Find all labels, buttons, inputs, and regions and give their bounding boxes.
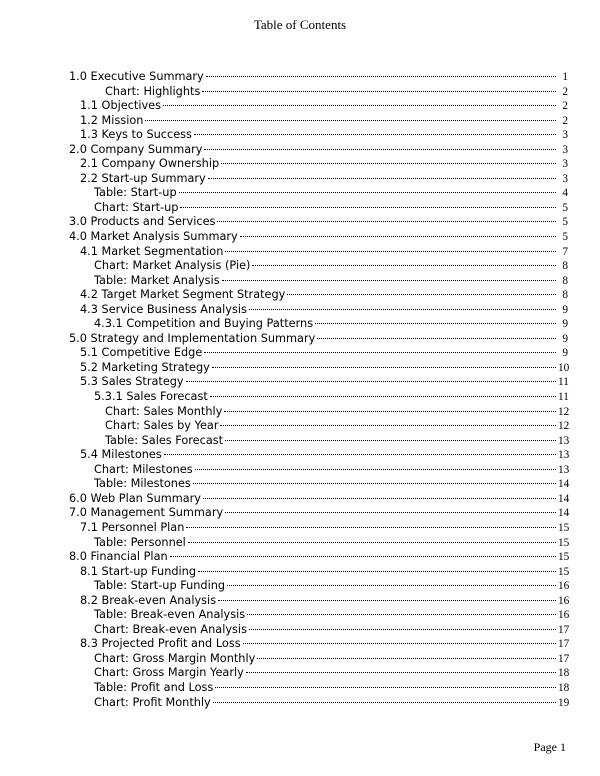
dot-leader — [246, 672, 556, 673]
toc-entry-page-number: 9 — [562, 332, 568, 345]
toc-entry-label: 4.2 Target Market Segment Strategy — [80, 288, 286, 302]
dot-leader — [179, 192, 556, 193]
toc-entry-label: 8.0 Financial Plan — [69, 550, 168, 564]
toc-entry-page-number: 13 — [558, 449, 570, 462]
toc-entry-page-number: 7 — [562, 245, 568, 258]
dot-leader — [198, 571, 556, 572]
toc-entry[interactable] — [69, 666, 568, 681]
toc-entry-page-number: 18 — [558, 667, 570, 680]
toc-entry-page-number: 11 — [558, 376, 569, 389]
toc-entry[interactable] — [69, 375, 568, 390]
dot-leader — [252, 265, 556, 266]
dot-leader — [163, 105, 556, 106]
toc-entry-label: 5.3 Sales Strategy — [80, 375, 184, 389]
toc-entry-page-number: 16 — [558, 580, 570, 593]
toc-entry-label: Chart: Sales by Year — [105, 419, 219, 433]
toc-entry[interactable] — [69, 463, 568, 478]
toc-entry[interactable] — [69, 172, 568, 187]
toc-entry[interactable] — [69, 521, 568, 536]
toc-entry-page-number: 18 — [558, 681, 570, 694]
toc-entry-page-number: 5 — [562, 201, 568, 214]
dot-leader — [186, 527, 556, 528]
toc-entry-label: 8.1 Start-up Funding — [80, 564, 196, 578]
toc-entry-page-number: 17 — [558, 652, 570, 665]
dot-leader — [213, 702, 556, 703]
toc-entry-page-number: 15 — [558, 521, 570, 534]
toc-entry[interactable] — [69, 390, 568, 405]
toc-entry-page-number: 5 — [562, 216, 568, 229]
toc-entry-label: Table: Market Analysis — [94, 273, 220, 287]
toc-entry-page-number: 14 — [558, 492, 570, 505]
dot-leader — [188, 542, 556, 543]
toc-entry-label: Chart: Milestones — [94, 462, 193, 476]
toc-entry-page-number: 16 — [558, 594, 570, 607]
toc-entry-page-number: 12 — [558, 420, 570, 433]
dot-leader — [204, 352, 556, 353]
toc-entry-label: Table: Milestones — [94, 477, 191, 491]
toc-entry[interactable] — [69, 594, 568, 609]
dot-leader — [227, 585, 556, 586]
toc-entry[interactable] — [69, 143, 568, 158]
dot-leader — [221, 163, 556, 164]
toc-entry-label: 4.1 Market Segmentation — [80, 244, 224, 258]
toc-entry[interactable] — [69, 114, 568, 129]
toc-entry-page-number: 3 — [562, 158, 568, 171]
toc-entry-label: Table: Profit and Loss — [94, 680, 214, 694]
toc-entry-page-number: 13 — [558, 434, 570, 447]
toc-entry-label: Chart: Start-up — [94, 200, 179, 214]
dot-leader — [215, 687, 556, 688]
toc-entry-label: 5.4 Milestones — [80, 448, 162, 462]
toc-entry[interactable] — [69, 608, 568, 623]
toc-entry[interactable] — [69, 696, 568, 711]
toc-entry-page-number: 3 — [562, 143, 568, 156]
dot-leader — [257, 658, 556, 659]
toc-entry-label: 2.1 Company Ownership — [80, 157, 220, 171]
toc-entry[interactable] — [69, 230, 568, 245]
toc-entry-page-number: 3 — [562, 129, 568, 142]
toc-entry-label: 2.2 Start-up Summary — [80, 171, 206, 185]
dot-leader — [240, 236, 556, 237]
dot-leader — [218, 600, 556, 601]
dot-leader — [202, 91, 556, 92]
toc-entry-page-number: 15 — [558, 551, 570, 564]
toc-entry-label: 4.0 Market Analysis Summary — [69, 230, 238, 244]
toc-entry-label: Chart: Gross Margin Yearly — [94, 666, 244, 680]
toc-entry-label: Chart: Break-even Analysis — [94, 622, 247, 636]
dot-leader — [317, 338, 556, 339]
toc-entry-page-number: 9 — [562, 318, 568, 331]
toc-entry-label: Table: Start-up — [94, 186, 177, 200]
toc-entry[interactable] — [69, 637, 568, 652]
toc-entry-page-number: 8 — [562, 274, 568, 287]
toc-entry[interactable] — [69, 70, 568, 85]
toc-entry-page-number: 8 — [562, 260, 568, 273]
toc-entry[interactable] — [69, 157, 568, 172]
toc-entry[interactable] — [69, 681, 568, 696]
toc-entry-page-number: 10 — [558, 361, 570, 374]
toc-entry-label: 2.0 Company Summary — [69, 142, 203, 156]
toc-entry[interactable] — [69, 565, 568, 580]
toc-entry[interactable] — [69, 346, 568, 361]
dot-leader — [222, 280, 556, 281]
dot-leader — [225, 512, 556, 513]
toc-entry[interactable] — [69, 405, 568, 420]
toc-entry-page-number: 1 — [562, 71, 568, 83]
table-of-contents — [69, 70, 568, 710]
dot-leader — [225, 251, 556, 252]
toc-entry-page-number: 2 — [562, 114, 568, 127]
toc-entry-page-number: 15 — [558, 536, 570, 549]
toc-entry[interactable] — [69, 434, 568, 449]
toc-entry-page-number: 19 — [558, 696, 570, 709]
toc-entry-label: 5.3.1 Sales Forecast — [94, 390, 208, 404]
toc-entry[interactable] — [69, 332, 568, 347]
toc-entry[interactable] — [69, 477, 568, 492]
toc-entry-page-number: 5 — [562, 231, 568, 244]
toc-entry[interactable] — [69, 317, 568, 332]
dot-leader — [186, 381, 556, 382]
page-title: Table of Contents — [253, 17, 347, 32]
toc-entry-label: Table: Sales Forecast — [105, 433, 224, 447]
toc-entry[interactable] — [69, 361, 568, 376]
toc-entry[interactable] — [69, 245, 568, 260]
toc-entry-page-number: 15 — [558, 565, 570, 578]
toc-entry-page-number: 8 — [562, 289, 568, 302]
toc-entry-page-number: 17 — [558, 623, 570, 636]
toc-entry-page-number: 3 — [562, 172, 568, 185]
toc-entry[interactable] — [69, 288, 568, 303]
toc-entry-page-number: 16 — [558, 609, 570, 622]
toc-entry[interactable] — [69, 550, 568, 565]
toc-entry-label: Table: Break-even Analysis — [94, 608, 246, 622]
toc-entry[interactable] — [69, 579, 568, 594]
toc-entry-label: 4.3.1 Competition and Buying Patterns — [94, 317, 314, 331]
toc-entry-label: Chart: Market Analysis (Pie) — [94, 259, 251, 273]
toc-entry-label: 5.2 Marketing Strategy — [80, 360, 210, 374]
toc-entry-page-number: 2 — [562, 85, 568, 98]
toc-entry-page-number: 12 — [558, 405, 570, 418]
page-number-footer: Page 1 — [533, 740, 566, 754]
toc-entry[interactable] — [69, 186, 568, 201]
toc-entry[interactable] — [69, 259, 568, 274]
dot-leader — [217, 221, 556, 222]
toc-entry-label: Chart: Highlights — [105, 84, 201, 98]
dot-leader — [164, 454, 556, 455]
toc-entry[interactable] — [69, 201, 568, 216]
toc-entry[interactable] — [69, 128, 568, 143]
toc-entry[interactable] — [69, 85, 568, 100]
toc-entry[interactable] — [69, 99, 568, 114]
toc-entry-label: 1.2 Mission — [80, 113, 144, 127]
toc-entry[interactable] — [69, 506, 568, 521]
toc-entry-page-number: 14 — [558, 507, 570, 520]
dot-leader — [203, 498, 556, 499]
toc-entry-page-number: 4 — [562, 187, 568, 200]
dot-leader — [224, 411, 556, 412]
toc-entry-label: 5.0 Strategy and Implementation Summary — [69, 331, 316, 345]
toc-entry-label: 1.3 Keys to Success — [80, 128, 192, 142]
dot-leader — [249, 309, 556, 310]
dot-leader — [210, 396, 556, 397]
toc-entry-label: 8.2 Break-even Analysis — [80, 593, 217, 607]
dot-leader — [170, 556, 556, 557]
toc-entry-label: Chart: Sales Monthly — [105, 404, 223, 418]
toc-entry-page-number: 2 — [562, 100, 568, 113]
dot-leader — [145, 120, 556, 121]
toc-entry-page-number: 9 — [562, 303, 568, 316]
toc-entry-label: Chart: Profit Monthly — [94, 695, 211, 709]
toc-entry-label: 1.0 Executive Summary — [69, 70, 204, 83]
dot-leader — [206, 76, 556, 77]
toc-entry-page-number: 9 — [562, 347, 568, 360]
toc-entry-label: 4.3 Service Business Analysis — [80, 302, 247, 316]
toc-entry[interactable] — [69, 652, 568, 667]
dot-leader — [180, 207, 556, 208]
dot-leader — [247, 614, 556, 615]
toc-entry-label: 5.1 Competitive Edge — [80, 346, 203, 360]
dot-leader — [194, 134, 556, 135]
toc-entry-page-number: 14 — [558, 478, 570, 491]
toc-entry-page-number: 11 — [558, 391, 569, 404]
toc-entry-page-number: 13 — [558, 463, 570, 476]
toc-entry-label: 8.3 Projected Profit and Loss — [80, 637, 241, 651]
toc-entry[interactable] — [69, 623, 568, 638]
dot-leader — [249, 629, 556, 630]
toc-entry[interactable] — [69, 492, 568, 507]
dot-leader — [195, 469, 556, 470]
dot-leader — [208, 178, 556, 179]
dot-leader — [204, 149, 556, 150]
toc-entry[interactable] — [69, 274, 568, 289]
toc-entry[interactable] — [69, 303, 568, 318]
toc-entry-label: 7.0 Management Summary — [69, 506, 224, 520]
dot-leader — [243, 643, 556, 644]
toc-entry-label: Table: Start-up Funding — [94, 579, 226, 593]
toc-entry-label: 1.1 Objectives — [80, 99, 162, 113]
dot-leader — [315, 323, 556, 324]
toc-entry[interactable] — [69, 448, 568, 463]
toc-entry[interactable] — [69, 215, 568, 230]
dot-leader — [287, 294, 556, 295]
toc-entry-label: 7.1 Personnel Plan — [80, 520, 185, 534]
toc-entry-label: 6.0 Web Plan Summary — [69, 491, 201, 505]
toc-entry-label: Chart: Gross Margin Monthly — [94, 651, 256, 665]
toc-entry-label: Table: Personnel — [94, 535, 186, 549]
toc-entry-page-number: 17 — [558, 638, 570, 651]
dot-leader — [193, 483, 556, 484]
dot-leader — [212, 367, 556, 368]
dot-leader — [225, 440, 556, 441]
toc-entry[interactable] — [69, 536, 568, 551]
toc-entry[interactable] — [69, 419, 568, 434]
toc-entry-label: 3.0 Products and Services — [69, 215, 216, 229]
dot-leader — [220, 425, 556, 426]
